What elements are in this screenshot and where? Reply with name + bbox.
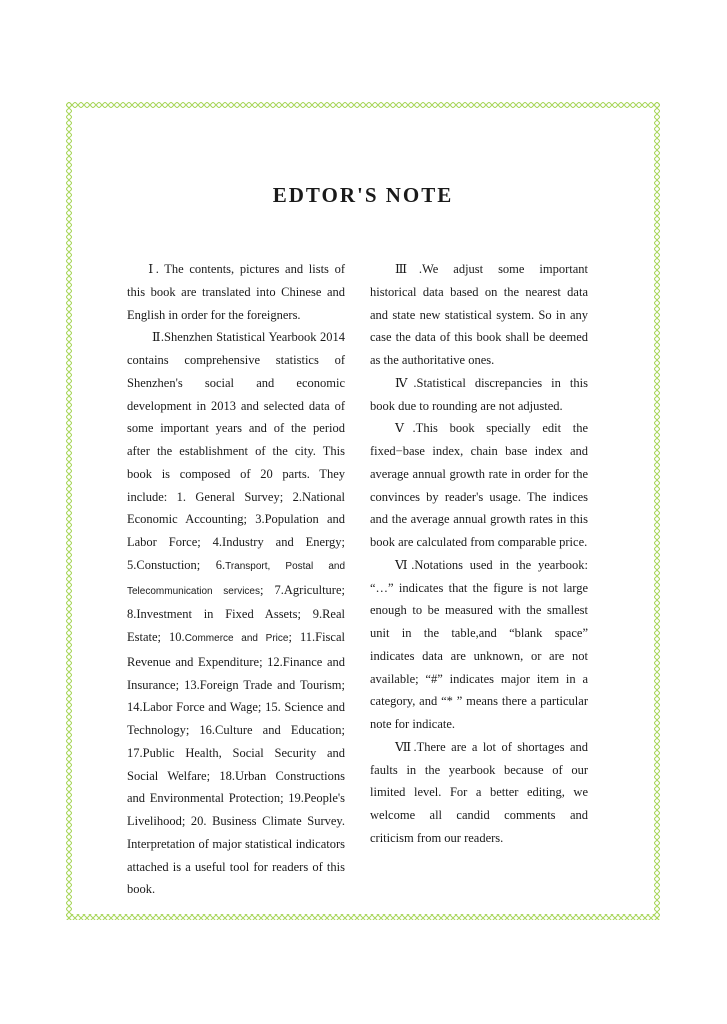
right-column bbox=[370, 258, 588, 850]
note-section-2-part-a: Ⅱ.Shenzhen Statistical Yearbook 2014 contains comprehensive statistics of Shenzhen's social and economic development in 2013 and selected data of some important years and of the period after the establishment of the city. This book is composed of 20 parts. They include: 1. General Survey; 2.National Economic Accounting; 3.Population and Labor Force; 4.Industry and Energy; 5.Constuction; 6. bbox=[127, 330, 345, 572]
note-section-6: Ⅵ.Notations used in the yearbook: “…” indicates that the figure is not large enough to be measured with the smallest unit in the table,and “blank space” indicates data are unknown, or are not available; “#” indicates major item in a category, and “* ” means there a particular note for indicate. bbox=[370, 557, 588, 731]
note-section-2 bbox=[127, 326, 345, 901]
note-section-1: Ⅰ. The contents, pictures and lists of this book are translated into Chinese and English in order for the foreigners. bbox=[127, 262, 345, 322]
note-section-7: Ⅶ.There are a lot of shortages and faults in the yearbook because of our limited level. For a better editing, we welcome all candid comments and criticism from our readers. bbox=[370, 739, 588, 845]
note-section-2-part-c: ; 11.Fiscal Revenue and Expenditure; 12.Finance and Insurance; 13.Foreign Trade and Tourism; 14.Labor Force and Wage; 15. Science and Technology; 16.Culture and Education; 17.Public Health, Social Security and Social Welfare; 18.Urban Constructions and Environmental Protection; 19.People's Livelihood; 20. Business Climate Survey. Interpretation of major statistical indicators attached is a useful tool for readers of this book. bbox=[127, 630, 345, 897]
left-column bbox=[127, 258, 345, 901]
note-section-2-part-b: ; 7.Agriculture; 8.Investment in Fixed Assets; 9.Real Estate; 10. bbox=[127, 582, 345, 644]
note-section-3: Ⅲ.We adjust some important historical data based on the nearest data and state new statistical system. So in any case the data of this book shall be deemed as the authoritative ones. bbox=[370, 262, 588, 367]
note-section-4: Ⅳ.Statistical discrepancies in this book due to rounding are not adjusted. bbox=[370, 375, 588, 413]
note-section-2-transport: Transport, Postal and Telecommunication services bbox=[127, 560, 345, 597]
note-section-2-commerce: Commerce and Price bbox=[184, 633, 289, 644]
note-section-5: Ⅴ.This book specially edit the fixed−base index, chain base index and average annual growth rate in order for the convinces by reader's usage. The indices and the average annual growth rates in this book are calculated from comparable price. bbox=[370, 421, 588, 549]
page-title: EDTOR'S NOTE bbox=[272, 183, 454, 207]
